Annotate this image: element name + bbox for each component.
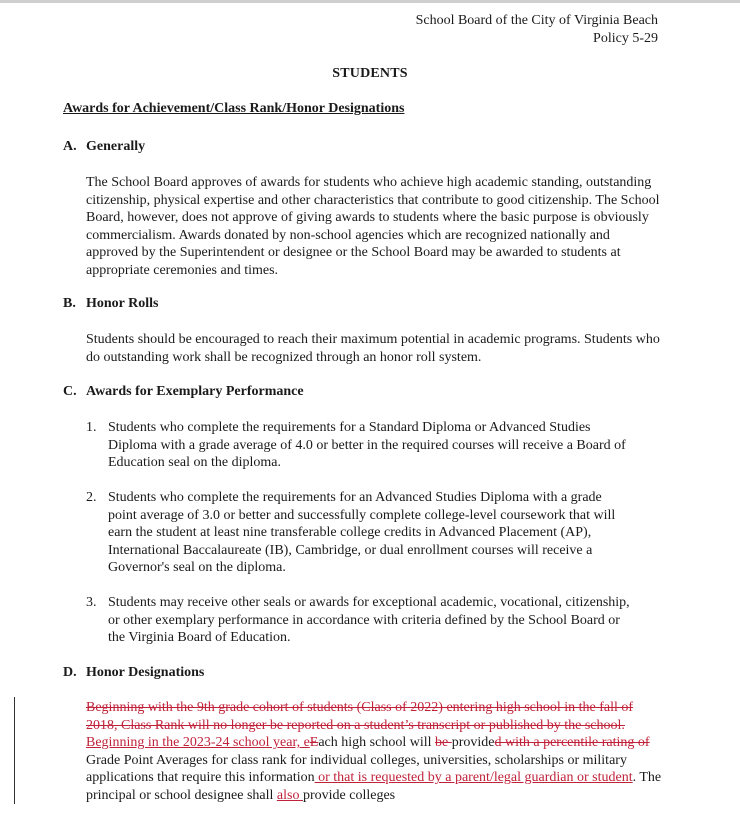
- section-a-title: Generally: [86, 139, 146, 154]
- policy-title: Awards for Achievement/Class Rank/Honor Designations: [63, 101, 405, 116]
- section-d-letter: D.: [63, 665, 77, 680]
- section-c-title: Awards for Exemplary Performance: [86, 384, 304, 399]
- section-a-letter: A.: [63, 139, 77, 154]
- list-item: [86, 419, 631, 472]
- board-name: School Board of the City of Virginia Beach: [415, 13, 658, 28]
- inserted-text: Beginning in the 2023-24 school year, e: [86, 735, 310, 751]
- list-item-text: Students who complete the requirements for a Standard Diploma or Advanced Studies Diploma with a grade average of 4.0 or better in the required courses will receive a Board of Education seal on the diploma.: [108, 420, 626, 471]
- section-b-letter: B.: [63, 296, 76, 311]
- section-c-letter: C.: [63, 384, 77, 399]
- body-text: provide colleges: [302, 787, 396, 803]
- body-text: ach high school will: [318, 735, 435, 751]
- deleted-text: E: [309, 735, 319, 751]
- list-item-number: 1.: [86, 420, 97, 435]
- inserted-text: also: [276, 787, 303, 803]
- section-d-title: Honor Designations: [86, 665, 205, 680]
- list-item-text: Students who complete the requirements for an Advanced Studies Diploma with a grade point average of 3.0 or better and successfully complete college-level coursework that will earn the student at least nine transferable college credits in Advanced Placement (AP), International Baccalaureate (IB), Cambridge, or dual enrollment courses will receive a Governor's seal on the diploma.: [108, 490, 616, 576]
- section-b-paragraph: Students should be encouraged to reach their maximum potential in academic programs. Students who do outstanding work shall be recognized through an honor roll system.: [86, 332, 660, 365]
- list-item-number: 2.: [86, 490, 97, 505]
- top-border: [0, 0, 740, 3]
- inserted-text: or that is requested by a parent/legal guardian or student: [314, 770, 633, 786]
- deleted-text: d with a percentile rating of: [494, 735, 650, 751]
- body-text: . The principal or school designee shall: [86, 770, 662, 803]
- section-a-heading: [63, 139, 145, 155]
- section-b-heading: [63, 296, 158, 312]
- list-item: [86, 594, 631, 647]
- revision-change-bar: [14, 697, 15, 804]
- deleted-text: Beginning with the 9th grade cohort of students (Class of 2022) entering high school in the fall of 2018, Class Rank will no longer be reported on a student’s transcript or published by the school.: [86, 700, 634, 733]
- section-c-heading: [63, 384, 304, 400]
- document-title: STUDENTS: [332, 66, 408, 81]
- deleted-text: be: [435, 735, 452, 751]
- section-d-paragraph: [86, 699, 664, 805]
- list-item-number: 3.: [86, 595, 97, 610]
- list-item-text: Students may receive other seals or awards for exceptional academic, vocational, citizenship, or other exemplary performance in accordance with criteria defined by the School Board or the Virginia Board of Education.: [108, 595, 630, 646]
- page-header: [416, 12, 658, 48]
- list-item: [86, 489, 631, 577]
- body-text: provide: [451, 735, 495, 751]
- section-d-heading: [63, 665, 204, 681]
- policy-number: Policy 5-29: [593, 31, 658, 46]
- body-text: Grade Point Averages for class rank for individual colleges, universities, scholarships or military applications that require this information: [86, 752, 627, 786]
- section-a-paragraph: The School Board approves of awards for students who achieve high academic standing, outstanding citizenship, physical expertise and other characteristics that contribute to good citizenship. The School Board, however, does not approve of giving awards to students where the basic purpose is obviously commercialism. Awards donated by non-school agencies which are recognized nationally and approved by the Superintendent or designee or the School Board may be awarded to students at appropriate ceremonies and times.: [86, 175, 660, 278]
- section-b-title: Honor Rolls: [86, 296, 159, 311]
